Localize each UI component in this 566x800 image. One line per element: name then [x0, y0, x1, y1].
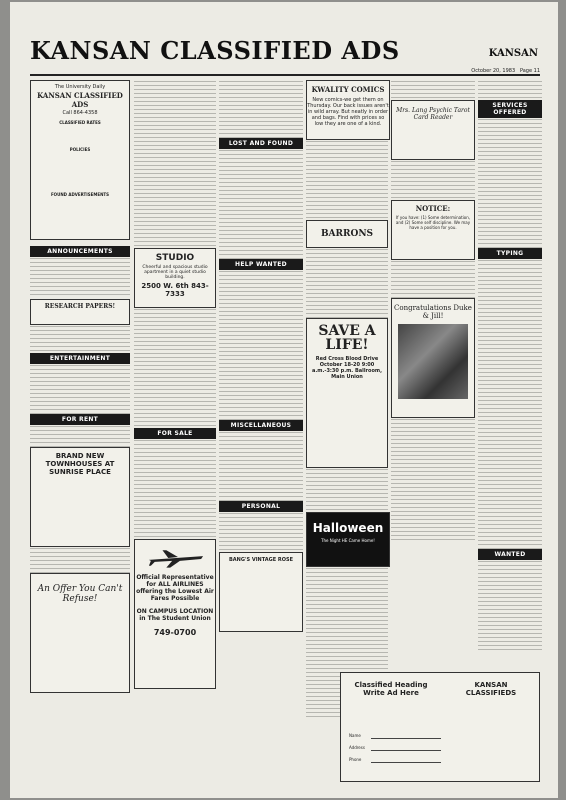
- column-3: [219, 80, 303, 632]
- services-text: [478, 118, 542, 248]
- form-kansan: KANSAN CLASSIFIEDS: [465, 681, 517, 697]
- rates-phone: Call 864-4358: [62, 110, 98, 116]
- kwality-body: New comics-we get them on Thursday. Our back issues aren't in wild array. But neatly in order and bags. Find with prices so low they are one of a kind.: [307, 97, 389, 127]
- notice-title: NOTICE:: [415, 204, 451, 213]
- halloween-title: Halloween: [312, 521, 384, 535]
- page-header: [30, 22, 540, 72]
- airlines-title: Official Representative for ALL AIRLINES offering the Lowest Air Fares Possible: [136, 574, 214, 602]
- section-lost-found: LOST AND FOUND: [219, 138, 303, 149]
- col5-text-3: [391, 260, 475, 298]
- barrons-ad: [306, 220, 388, 248]
- airlines-ad: [134, 539, 216, 689]
- form-address-line[interactable]: [371, 750, 441, 751]
- col4-text-2: [306, 248, 388, 318]
- col5-text-4: [391, 418, 475, 543]
- notice-ad: [391, 200, 475, 260]
- sunrise-ad: [30, 447, 130, 547]
- nameplate: KANSAN: [488, 48, 538, 59]
- col2-text-2: [134, 308, 216, 428]
- col4-text-3: [306, 468, 388, 512]
- section-for-sale: FOR SALE: [134, 428, 216, 439]
- column-5: [391, 80, 475, 543]
- save-life-ad: [306, 318, 388, 468]
- section-announcements: ANNOUNCEMENTS: [30, 246, 130, 257]
- congrats-title: Congratulations Duke & Jill!: [394, 304, 472, 320]
- studio-title: STUDIO: [155, 253, 195, 263]
- dateline: October 20, 1983 Page 11: [471, 68, 540, 74]
- research-title: RESEARCH PAPERS!: [44, 303, 116, 310]
- psychic-title: Mrs. Lang Psychic Tarot Card Reader: [396, 107, 470, 121]
- couple-photo: [398, 324, 468, 399]
- col3-text: [219, 80, 303, 138]
- save-title: SAVE A LIFE!: [318, 323, 376, 353]
- col4-text: [306, 140, 388, 220]
- balloon-ad: [219, 552, 303, 632]
- kwality-title: KWALITY COMICS: [311, 85, 385, 94]
- header-rule: [30, 74, 540, 76]
- balloon-title: BANG'S VINTAGE ROSE: [228, 557, 294, 563]
- rates-heading: CLASSIFIED RATES: [59, 120, 101, 125]
- wanted-text: [478, 560, 542, 650]
- congrats-ad: [391, 298, 475, 418]
- barrons-title: BARRONS: [320, 229, 374, 239]
- col5-text: [391, 80, 475, 100]
- studio-address: 2500 W. 6th 843-7333: [141, 282, 209, 298]
- section-typing: TYPING: [478, 248, 542, 259]
- newspaper-page: [10, 2, 558, 798]
- studio-ad: [134, 248, 216, 308]
- form-phone-line[interactable]: [371, 762, 441, 763]
- policies-heading: POLICIES: [69, 147, 91, 152]
- entertainment-text: [30, 364, 130, 414]
- halloween-ad: [306, 512, 390, 567]
- research-ad: [30, 299, 130, 325]
- airlines-phone: 749-0700: [153, 628, 197, 637]
- section-miscellaneous: MISCELLANEOUS: [219, 420, 303, 431]
- section-for-rent: FOR RENT: [30, 414, 130, 425]
- form-heading: Classified Heading Write Ad Here: [354, 681, 428, 697]
- column-6: [478, 80, 542, 650]
- col5-text-2: [391, 160, 475, 200]
- rates-title: KANSAN CLASSIFIED ADS: [37, 91, 123, 109]
- found-heading: FOUND ADVERTISEMENTS: [50, 192, 110, 197]
- save-body: Red Cross Blood Drive October 18-20 9:00 a.m.-3:30 p.m. Ballroom, Main Union: [311, 356, 383, 380]
- lost-found-text: [219, 149, 303, 259]
- misc-text: [219, 431, 303, 501]
- masthead: KANSAN CLASSIFIED ADS: [30, 36, 400, 65]
- rates-line1: The University Daily: [54, 84, 106, 90]
- halloween-body: The Night HE Came Home!: [321, 538, 375, 543]
- section-wanted: WANTED: [478, 549, 542, 560]
- personal-text: [219, 512, 303, 552]
- section-personal: PERSONAL: [219, 501, 303, 512]
- typing-text: [478, 259, 542, 549]
- for-sale-text: [134, 439, 216, 539]
- announcements-text: [30, 257, 130, 297]
- for-rent-text-2: [30, 547, 130, 573]
- form-name-label: Name: [349, 733, 361, 738]
- column-2: [134, 80, 216, 689]
- form-phone-label: Phone: [349, 757, 362, 762]
- form-name-line[interactable]: [371, 738, 441, 739]
- offer-title: An Offer You Can't Refuse!: [37, 584, 123, 604]
- psychic-ad: [391, 100, 475, 160]
- section-help-wanted: HELP WANTED: [219, 259, 303, 270]
- col6-text: [478, 80, 542, 100]
- form-address-label: Address: [349, 745, 365, 750]
- for-rent-text: [30, 425, 130, 447]
- offer-ad: [30, 573, 130, 693]
- rates-box: [30, 80, 130, 240]
- announcements-text-2: [30, 325, 130, 353]
- help-wanted-text: [219, 270, 303, 420]
- kwality-ad: [306, 80, 390, 140]
- airplane-icon: [147, 546, 205, 570]
- notice-body: If you have: (1) Some determination, and (2) Some self discipline. We may have a position for you.: [395, 215, 471, 230]
- studio-body: Cheerful and spacious studio apartment in a quiet studio building.: [142, 265, 208, 280]
- col2-text: [134, 80, 216, 248]
- column-1: [30, 80, 130, 693]
- sunrise-title: BRAND NEW TOWNHOUSES AT SUNRISE PLACE: [45, 452, 115, 476]
- airlines-sub: ON CAMPUS LOCATION in The Student Union: [136, 608, 214, 622]
- classified-form: [340, 672, 540, 782]
- column-4: [306, 80, 388, 717]
- section-services: SERVICES OFFERED: [478, 100, 542, 118]
- section-entertainment: ENTERTAINMENT: [30, 353, 130, 364]
